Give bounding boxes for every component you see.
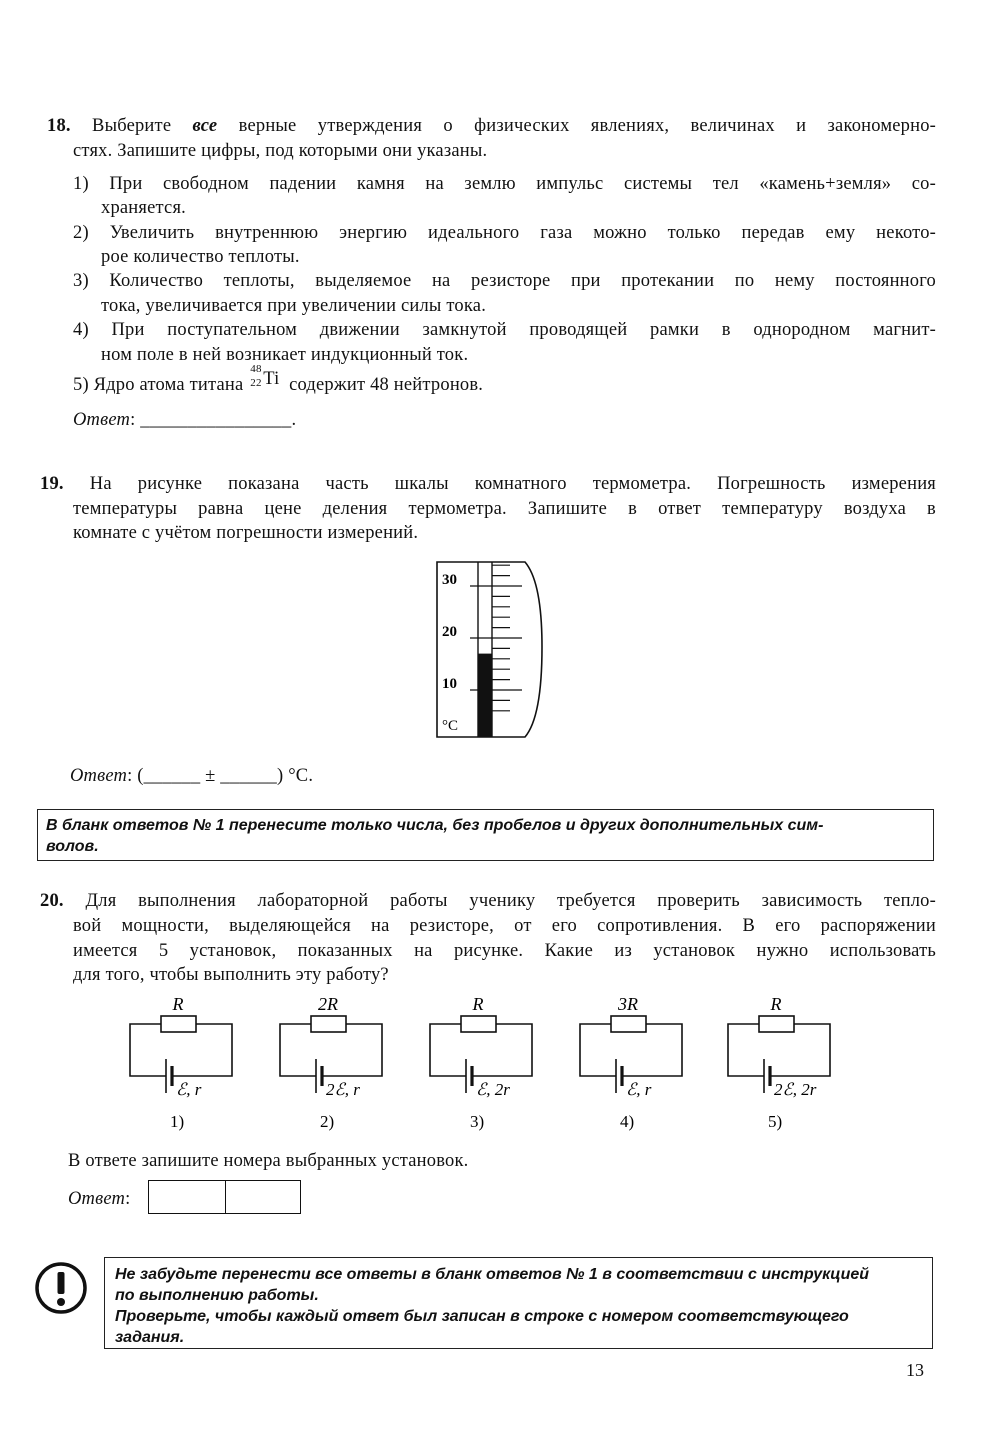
circuit-number-label: 4) (620, 1112, 635, 1131)
reminder-line4: задания. (115, 1329, 185, 1346)
q20-instruction: В ответе запишите номера выбранных установок. (68, 1151, 469, 1171)
circuit-5 (726, 993, 846, 1133)
resistor-symbol (759, 1016, 794, 1032)
reminder-box (104, 1257, 933, 1349)
source-label: 2ℰ, 2r (774, 1080, 817, 1099)
q18-item-5: 5) Ядро атома титана 48 22 Ti содержит 48 нейтронов. (73, 363, 484, 395)
q20-line3: имеется 5 установок, показанных на рисунке. Какие из установок нужно использовать (73, 941, 936, 961)
q19-number: 19. (40, 474, 64, 494)
thermometer-figure (430, 552, 555, 748)
resistor-label: R (770, 994, 782, 1014)
q18-item-4-line1: 4) При поступательном движении замкнутой проводящей рамки в однородном магнит- (73, 320, 936, 340)
titanium-nuclide: 48 22 Ti (250, 363, 280, 389)
circuit-3 (428, 993, 548, 1133)
q18-item-2-line1: 2) Увеличить внутреннюю энергию идеального газа можно только передав ему некото- (73, 223, 936, 243)
q18-item-3-line1: 3) Количество теплоты, выделяемое на резисторе при протекании по нему постоянного (73, 271, 936, 291)
circuit-number-label: 3) (470, 1112, 485, 1131)
thermometer-label-30: 30 (442, 572, 457, 588)
resistor-symbol (311, 1016, 346, 1032)
q18-item-2-line2: рое количество теплоты. (101, 247, 300, 267)
q20-line4: для того, чтобы выполнить эту работу? (73, 965, 389, 985)
circuit-number-label: 2) (320, 1112, 335, 1131)
answer-sheet-notice-line2: волов. (46, 838, 99, 855)
resistor-label: 2R (318, 994, 338, 1014)
q18-answer-field[interactable]: : ________________. (130, 410, 297, 430)
resistor-symbol (161, 1016, 196, 1032)
thermometer-label-unit: °C (442, 718, 459, 734)
q19-line2: температуры равна цене деления термометра. Запишите в ответ температуру воздуха в (73, 499, 936, 519)
q18-item-4-line2: ном поле в ней возникает индукционный ток. (101, 345, 469, 365)
q18-item-1-line1: 1) При свободном падении камня на землю импульс системы тел «камень+земля» со- (73, 174, 936, 194)
q20-line2: вой мощности, выделяющейся на резисторе, от его сопротивления. В его распоряжении (73, 916, 936, 936)
resistor-label: R (172, 994, 184, 1014)
q20-number: 20. (40, 891, 64, 911)
source-label: 2ℰ, r (326, 1080, 360, 1099)
q18-item-1-line2: храняется. (101, 198, 186, 218)
resistor-symbol (611, 1016, 646, 1032)
reminder-line2: по выполнению работы. (115, 1287, 319, 1304)
q18-item-3-line2: тока, увеличивается при увеличении силы тока. (101, 296, 487, 316)
circuit-number-label: 5) (768, 1112, 783, 1131)
circuit-number-label: 1) (170, 1112, 185, 1131)
resistor-label: R (472, 994, 484, 1014)
circuit-4 (578, 993, 698, 1133)
thermometer-mercury-column (478, 654, 492, 737)
source-label: ℰ, r (626, 1080, 652, 1099)
reminder-line3: Проверьте, чтобы каждый ответ был записан в строке с номером соответствующего (115, 1308, 849, 1325)
q19-answer: Ответ: (______ ± ______) °С. (70, 766, 314, 786)
thermometer-label-20: 20 (442, 624, 457, 640)
exclamation-icon (33, 1260, 89, 1316)
source-label: ℰ, r (176, 1080, 202, 1099)
answer-sheet-notice-line1: В бланк ответов № 1 перенесите только числа, без пробелов и других дополнительных сим- (46, 817, 824, 834)
reminder-line1: Не забудьте перенести все ответы в бланк ответов № 1 в соответствии с инструкцией (115, 1266, 870, 1283)
circuit-2 (278, 993, 398, 1133)
q20-answer: Ответ: (68, 1189, 131, 1209)
q20-answer-cell-2[interactable] (225, 1180, 301, 1214)
q18-intro-line1: 18. Выберите все верные утверждения о физических явлениях, величинах и закономерно- (47, 116, 937, 136)
q18-answer: Ответ: ________________. (73, 410, 297, 430)
thermometer-label-10: 10 (442, 676, 457, 692)
q18-number: 18. (47, 116, 71, 136)
page-number: 13 (906, 1360, 924, 1380)
resistor-symbol (461, 1016, 496, 1032)
resistor-label: 3R (618, 994, 638, 1014)
answer-sheet-notice (37, 809, 934, 861)
q20-line1: 20. Для выполнения лабораторной работы ученику требуется проверить зависимость тепло- (40, 891, 936, 911)
q18-intro-line2: стях. Запишите цифры, под которыми они указаны. (73, 141, 488, 161)
q19-answer-field[interactable]: : (______ ± ______) °С. (127, 766, 314, 786)
source-label: ℰ, 2r (476, 1080, 510, 1099)
q19-line1: 19. На рисунке показана часть шкалы комнатного термометра. Погрешность измерения (40, 474, 937, 494)
q19-line3: комнате с учётом погрешности измерений. (73, 523, 419, 543)
q20-answer-cell-1[interactable] (148, 1180, 226, 1214)
circuit-1 (128, 993, 248, 1133)
